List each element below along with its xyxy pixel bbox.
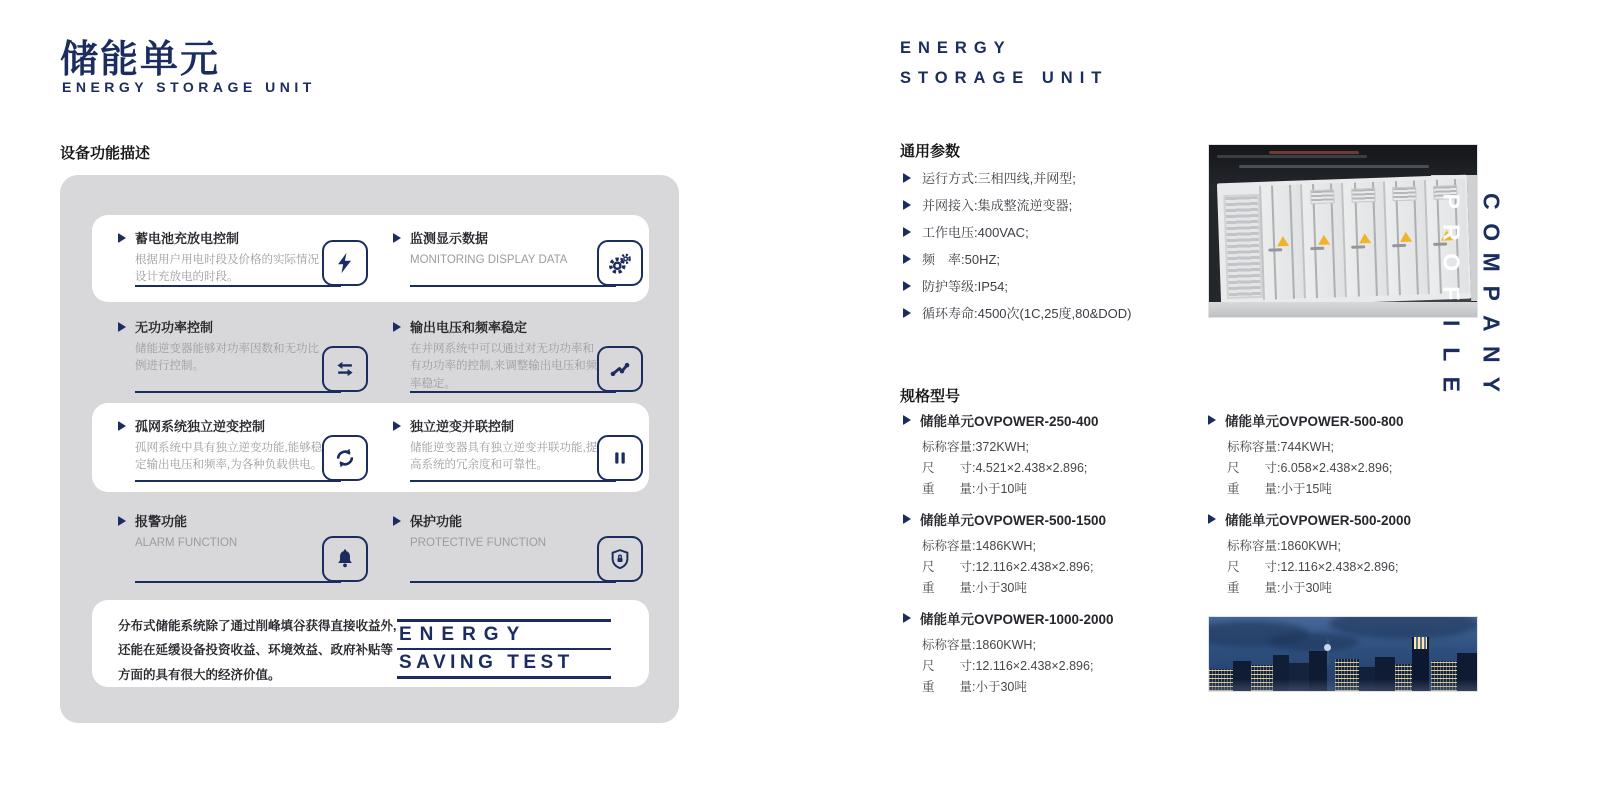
model-capacity: 标称容量:1486KWH; — [922, 539, 1036, 553]
param-item — [903, 191, 1132, 218]
feature-protection — [393, 511, 645, 583]
model-name: 储能单元OVPOWER-500-1500 — [920, 513, 1107, 528]
photo-cloud — [1269, 633, 1359, 651]
warning-triangle-icon — [1359, 233, 1371, 243]
photo-door — [1300, 183, 1345, 298]
feature-desc: 孤网系统中具有独立逆变功能,能够稳定输出电压和频率,为各种负载供电。 — [135, 442, 323, 472]
model-size: 尺 寸:4.521×2.438×2.896; — [922, 461, 1088, 475]
bullet-triangle-icon — [118, 421, 126, 431]
pause-icon — [597, 435, 643, 481]
underline — [410, 480, 616, 482]
feature-desc: PROTECTIVE FUNCTION — [410, 537, 547, 549]
warning-triangle-icon — [1318, 235, 1330, 245]
lightning-icon — [322, 240, 368, 286]
param-item — [903, 299, 1132, 326]
bell-icon — [322, 536, 368, 582]
param-text: 频 率:50HZ; — [922, 252, 1001, 267]
logo-line1: ENERGY — [399, 623, 528, 645]
shield-lock-icon — [597, 536, 643, 582]
sync-icon — [322, 435, 368, 481]
param-item — [903, 218, 1132, 245]
feature-alarm — [118, 511, 370, 583]
bullet-triangle-icon — [903, 227, 911, 237]
photo-door-handle — [1310, 246, 1324, 249]
model-weight: 重 量:小于30吨 — [1227, 581, 1332, 595]
model-weight: 重 量:小于30吨 — [922, 581, 1027, 595]
params-list — [903, 164, 1132, 326]
underline — [135, 391, 341, 393]
feature-title: 孤网系统独立逆变控制 — [135, 419, 266, 434]
photo-door — [1341, 182, 1386, 297]
feature-title: 无功功率控制 — [135, 320, 214, 335]
bullet-triangle-icon — [903, 613, 911, 623]
model-capacity: 标称容量:1860KWH; — [922, 638, 1036, 652]
model-weight: 重 量:小于15吨 — [1227, 482, 1332, 496]
feature-desc: 储能逆变器能够对功率因数和无功比例进行控制。 — [135, 343, 319, 373]
model-capacity: 标称容量:372KWH; — [922, 440, 1029, 454]
summary-card — [92, 600, 649, 687]
photo-tv-tower — [1327, 639, 1329, 665]
feature-voltage-frequency — [393, 317, 645, 393]
photo-door-handle — [1269, 248, 1283, 251]
model-capacity: 标称容量:744KWH; — [1227, 440, 1334, 454]
model-block — [903, 608, 1203, 698]
bullet-triangle-icon — [118, 516, 126, 526]
model-block — [1208, 509, 1508, 599]
underline — [135, 581, 341, 583]
feature-reactive-power — [118, 317, 370, 393]
model-name: 储能单元OVPOWER-1000-2000 — [920, 612, 1114, 627]
feature-title: 独立逆变并联控制 — [410, 419, 515, 434]
param-text: 防护等级:IP54; — [922, 279, 1008, 294]
photo-container-unit — [1217, 175, 1471, 308]
model-size: 尺 寸:6.058×2.438×2.896; — [1227, 461, 1393, 475]
feature-desc: 在并网系统中可以通过对无功功率和有功功率的控制,来调整输出电压和频率稳定。 — [410, 343, 598, 390]
photo-haze — [1209, 679, 1477, 691]
feature-desc: ALARM FUNCTION — [135, 537, 238, 549]
summary-text: 分布式储能系统除了通过削峰填谷获得直接收益外,还能在延缓设备投资收益、环境效益、政府补贴等方面的具有很大的经济价值。 — [118, 619, 397, 682]
model-block — [1208, 410, 1508, 500]
page-title: 储能单元 — [60, 39, 221, 81]
page-subtitle: ENERGY STORAGE UNIT — [62, 79, 316, 95]
model-size: 尺 寸:12.116×2.438×2.896; — [922, 659, 1094, 673]
photo-tower-lights — [1414, 637, 1427, 649]
bullet-triangle-icon — [903, 415, 911, 425]
underline — [410, 285, 616, 287]
feature-card — [92, 403, 649, 492]
warning-triangle-icon — [1400, 232, 1412, 242]
city-skyline-photo — [1208, 616, 1478, 692]
photo-door-handle — [1392, 244, 1406, 247]
model-name: 储能单元OVPOWER-500-800 — [1225, 414, 1404, 429]
model-size: 尺 寸:12.116×2.438×2.896; — [1227, 560, 1399, 574]
gears-icon — [597, 240, 643, 286]
model-weight: 重 量:小于10吨 — [922, 482, 1027, 496]
param-item — [903, 245, 1132, 272]
underline — [410, 581, 616, 583]
photo-pipe — [1217, 155, 1367, 158]
bullet-triangle-icon — [903, 200, 911, 210]
param-item — [903, 164, 1132, 191]
energy-saving-test-logo — [397, 619, 611, 679]
feature-monitoring — [393, 228, 645, 287]
photo-door-handle — [1351, 245, 1365, 248]
photo-door — [1259, 184, 1304, 299]
bullet-triangle-icon — [118, 233, 126, 243]
param-text: 并网接入:集成整流逆变器; — [922, 198, 1073, 213]
bullet-triangle-icon — [903, 281, 911, 291]
trend-line-icon — [597, 346, 643, 392]
feature-title: 输出电压和频率稳定 — [410, 320, 528, 335]
logo-line2: SAVING TEST — [399, 652, 574, 673]
logo-rule — [397, 676, 611, 679]
model-size: 尺 寸:12.116×2.438×2.896; — [922, 560, 1094, 574]
feature-desc: 根据用户用电时段及价格的实际情况设计充放电的时段。 — [135, 254, 319, 284]
bullet-triangle-icon — [393, 516, 401, 526]
param-text: 循环寿命:4500次(1C,25度,80&DOD) — [922, 306, 1132, 321]
feature-row — [92, 313, 649, 401]
photo-pipe — [1269, 151, 1359, 154]
underline — [135, 480, 341, 482]
feature-title: 蓄电池充放电控制 — [135, 231, 240, 246]
photo-pipe — [1239, 165, 1429, 168]
model-name: 储能单元OVPOWER-250-400 — [920, 414, 1099, 429]
warning-triangle-icon — [1276, 236, 1288, 246]
param-item — [903, 272, 1132, 299]
vertical-text-company: C O M P A N Y — [1478, 192, 1505, 392]
model-name: 储能单元OVPOWER-500-2000 — [1225, 513, 1412, 528]
features-panel — [60, 175, 679, 723]
swap-arrows-icon — [322, 346, 368, 392]
bullet-triangle-icon — [393, 233, 401, 243]
bullet-triangle-icon — [903, 514, 911, 524]
params-heading: 通用参数 — [900, 143, 961, 160]
bullet-triangle-icon — [393, 421, 401, 431]
feature-desc: MONITORING DISPLAY DATA — [410, 254, 568, 266]
feature-card — [92, 215, 649, 302]
feature-row — [92, 507, 649, 589]
feature-title: 报警功能 — [135, 514, 188, 529]
feature-islanded-inverter — [118, 416, 370, 482]
header-line1: ENERGY — [900, 39, 1012, 57]
bullet-triangle-icon — [903, 308, 911, 318]
right-page-header — [900, 34, 1108, 93]
feature-title: 监测显示数据 — [410, 231, 489, 246]
photo-grille — [1351, 188, 1375, 203]
photo-vent-panel — [1223, 194, 1263, 299]
bullet-triangle-icon — [1208, 415, 1216, 425]
underline — [410, 391, 616, 393]
header-line2: STORAGE UNIT — [900, 68, 1109, 87]
model-block — [903, 410, 1203, 500]
bullet-triangle-icon — [903, 254, 911, 264]
bullet-triangle-icon — [393, 322, 401, 332]
photo-cloud — [1329, 616, 1478, 639]
model-capacity: 标称容量:1860KWH; — [1227, 539, 1341, 553]
vertical-text-profile: P R O F I L E — [1438, 193, 1465, 392]
bullet-triangle-icon — [118, 322, 126, 332]
section-heading: 设备功能描述 — [60, 145, 151, 162]
photo-grille — [1392, 186, 1416, 201]
param-text: 运行方式:三相四线,并网型; — [922, 171, 1076, 186]
photo-door — [1383, 180, 1428, 295]
underline — [135, 285, 341, 287]
param-text: 工作电压:400VAC; — [922, 225, 1029, 240]
photo-tv-tower-bulb — [1324, 644, 1331, 651]
models-heading: 规格型号 — [900, 388, 961, 405]
bullet-triangle-icon — [903, 173, 911, 183]
feature-parallel-inverter — [393, 416, 645, 482]
photo-grille — [1310, 189, 1334, 204]
feature-title: 保护功能 — [410, 514, 463, 529]
model-block — [903, 509, 1203, 599]
model-weight: 重 量:小于30吨 — [922, 680, 1027, 694]
feature-battery-control — [118, 228, 370, 287]
bullet-triangle-icon — [1208, 514, 1216, 524]
feature-desc: 储能逆变器具有独立逆变并联功能,提高系统的冗余度和可靠性。 — [410, 442, 598, 472]
